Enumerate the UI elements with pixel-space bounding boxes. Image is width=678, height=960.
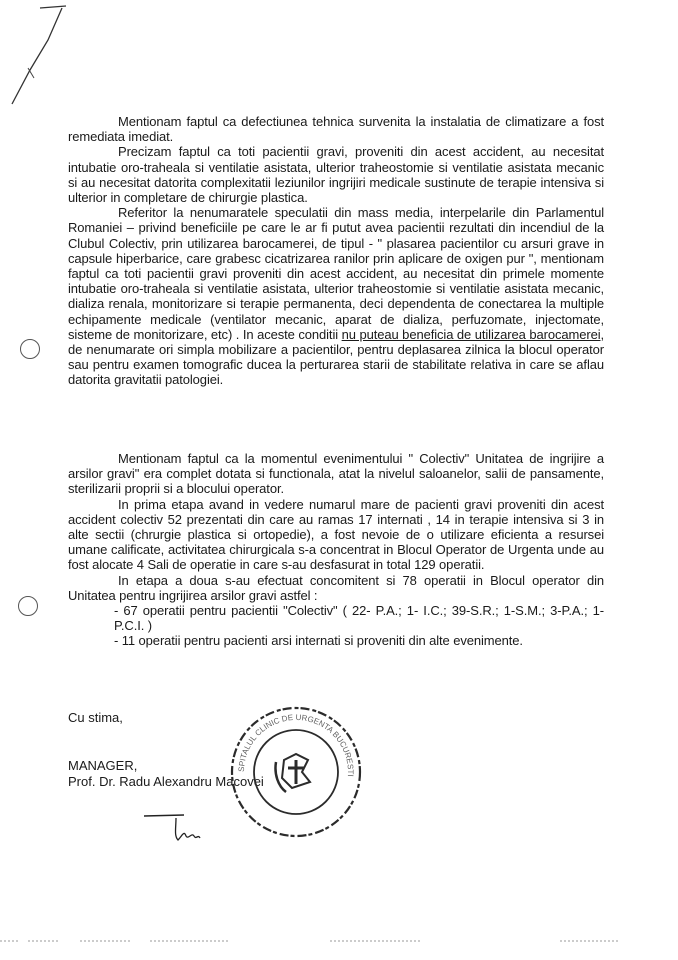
paragraph-a-doua-etapa: In etapa a doua s-au efectuat concomitent si 78 operatii in Blocul operator din Unitatea pentru ingrijirea arsilor gravi astfel : xyxy=(68,572,604,603)
paragraph-colectiv-dotata: Mentionam faptul ca la momentul evenimentului " Colectiv" Unitatea de ingrijire a arsilor gravi" era complet dotata si functionala, atat la nivelul saloanelor, salii de pansamente, sterilizarii proprii si a blocului operator. xyxy=(68,451,604,497)
letter-body-part1 xyxy=(68,114,604,388)
punch-hole-top xyxy=(20,339,40,359)
paragraph-climatizare: Mentionam faptul ca defectiunea tehnica survenita la instalatia de climatizare a fost remediata imediat. xyxy=(68,114,604,145)
paragraph-precizam: Precizam faptul ca toti pacientii gravi, proveniti din acest accident, au necesitat intubatie oro-traheala si ventilatie asistata, ulterior traheostomie si ventilatie asistata mecanic si au necesitat datorita complexitatii leziunilor ingrijiri medicale sustinute de terapie intensiva si ulterior in completare de chirurgie plastica. xyxy=(68,144,604,206)
referitor-continuation: , de nenumarate ori simpla mobilizare a pacientilor, pentru deplasarea zilnica la blocul operator sau pentru examen tomografic ducea la perturarea starii de stabilitate relativa in care se aflau datorita gravitatii patologiei. xyxy=(68,326,605,388)
closing-cu-stima: Cu stima, xyxy=(68,710,123,725)
official-stamp xyxy=(226,702,366,842)
scan-edge-artifact xyxy=(0,938,678,944)
stamp-text: SPITALUL CLINIC DE URGENTA BUCURESTI xyxy=(236,712,356,777)
corner-pen-mark xyxy=(0,0,80,110)
punch-hole-bottom xyxy=(18,596,38,616)
list-item-11-operatii: - 11 operatii pentru pacienti arsi internati si proveniti din alte evenimente. xyxy=(114,633,523,649)
signature-name: Prof. Dr. Radu Alexandru Macovei xyxy=(68,773,264,789)
paragraph-referitor xyxy=(68,205,604,387)
list-item-67-operatii: - 67 operatii pentru pacientii "Colectiv" ( 22- P.A.; 1- I.C.; 39-S.R.; 1-S.M.; 3-P.A.; 1-P.C.I. ) xyxy=(114,603,604,634)
handwritten-signature xyxy=(140,806,220,856)
underlined-barocamera-text: nu puteau beneficia de utilizarea barocamerei xyxy=(341,326,601,342)
letter-body-part2 xyxy=(68,451,604,649)
signature-title: MANAGER, xyxy=(68,758,138,773)
referitor-text: Referitor la nenumaratele speculatii din mass media, interpelarile din Parlamentul Romaniei – privind beneficiile pe care le ar fi putut avea pacientii rezultati din incendiul de la Clubul Colectiv, prin utilizarea barocamerei, de tipul - " plasarea pacientilor cu arsuri grave in capsule hiperbarice, care grabesc cicatrizarea ranilor prin aplicare de oxigen pur ", mentionam faptul ca toti pacientii gravi proveniti din acest accident, au necesitat din primele momente intubatie oro-traheala si ventilatie asistata, ulterior traheostomie si ventilatie asistata mecanic, dializa renala, monitorizare si terapie permanenta, deci dependenta de conectarea la multiple echipamente medicale (ventilator mecanic, aparat de dializa, perfuzomate, injectomate, sisteme de monitorizare, etc) . In aceste conditii xyxy=(68,205,604,342)
paragraph-prima-etapa: In prima etapa avand in vedere numarul mare de pacienti gravi proveniti din acest accident colectiv 52 prezentati din care au ramas 17 internati , 14 in terapie intensiva si 3 in alte sectii (chrurgie plastica si ortopedie), a fost nevoie de o utilizare eficienta a resursei umane calificate, activitatea chirurgicala s-a concentrat in Blocul Operator de Urgenta unde au fost alocate 4 Sali de operatie in care s-au desfasurat in total 129 operatii. xyxy=(68,496,604,573)
